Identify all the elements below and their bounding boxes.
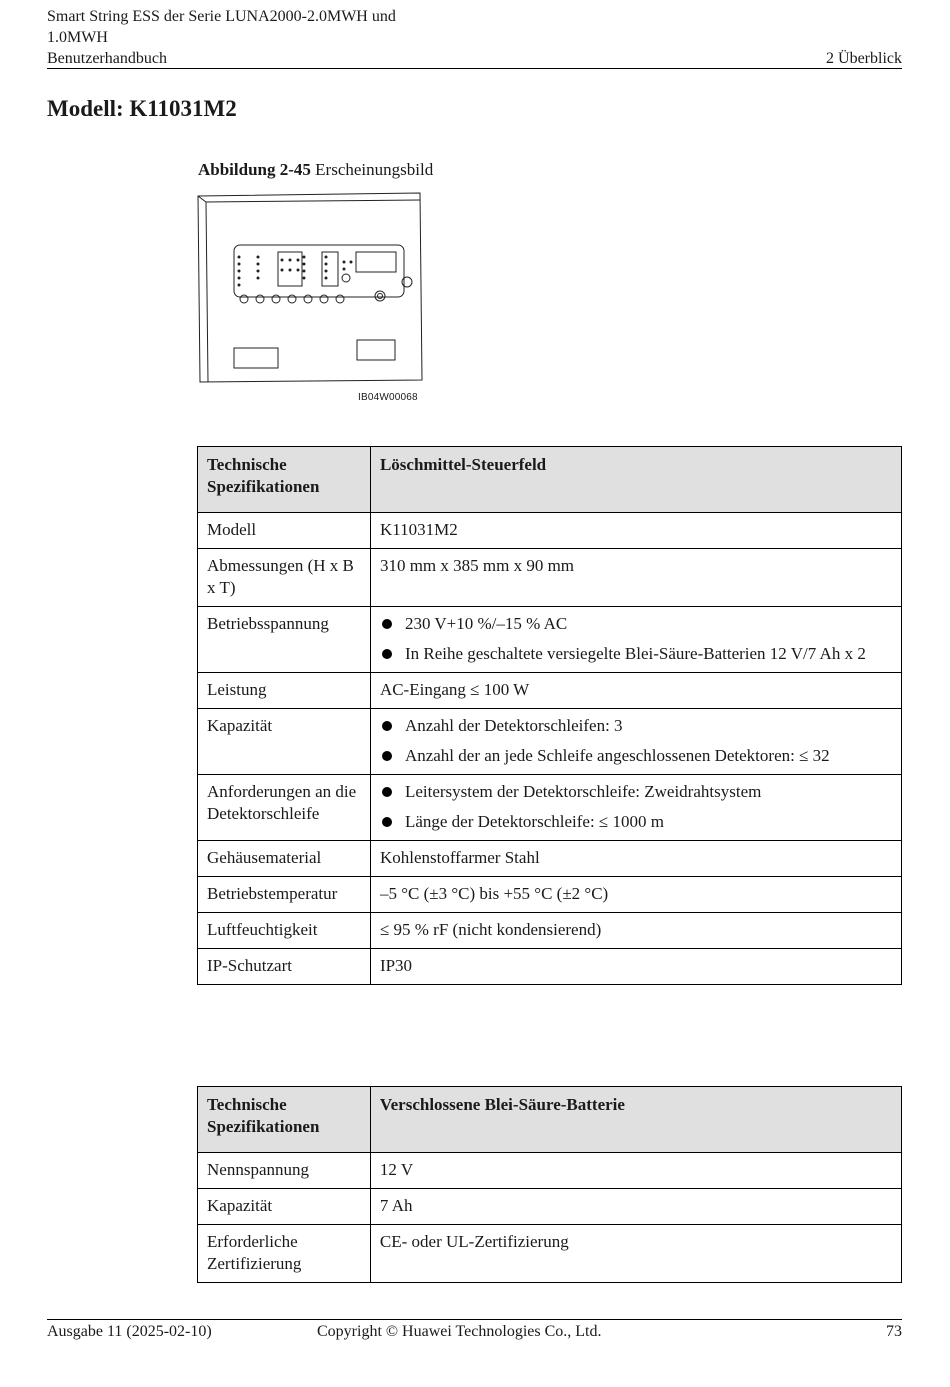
table-cell-value: CE- oder UL-Zertifizierung — [370, 1225, 901, 1283]
table-header-row — [198, 447, 902, 513]
table-row — [198, 913, 902, 949]
table-row — [198, 513, 902, 549]
document-title-line-3: Benutzerhandbuch — [47, 50, 167, 67]
table-header-row — [198, 1087, 902, 1153]
copyright-notice: Copyright © Huawei Technologies Co., Ltd. — [317, 1323, 602, 1340]
bullet-text: Anzahl der Detektorschleifen: 3 — [404, 716, 623, 735]
table-cell-value: 12 V — [370, 1153, 901, 1189]
table-row — [198, 1225, 902, 1283]
bullet-dot-icon — [382, 787, 392, 797]
table-cell-label: Kapazität — [198, 709, 371, 775]
figure-caption — [198, 160, 433, 180]
bullet-dot-icon — [382, 817, 392, 827]
edition-label: Ausgabe 11 (2025-02-10) — [47, 1323, 212, 1340]
bullet-item — [380, 781, 892, 803]
figure-caption-label: Abbildung 2-45 — [198, 160, 311, 179]
table-cell-value: Kohlenstoffarmer Stahl — [370, 841, 901, 877]
bullet-dot-icon — [382, 721, 392, 731]
section-title: Modell: K11031M2 — [47, 96, 237, 121]
table-header-cell: Löschmittel-Steuerfeld — [370, 447, 901, 513]
table-cell-value — [370, 709, 901, 775]
table-row — [198, 1153, 902, 1189]
page-footer — [47, 1319, 902, 1349]
bullet-item — [380, 811, 892, 833]
bullet-dot-icon — [382, 751, 392, 761]
bullet-item — [380, 745, 892, 767]
table-cell-label: Gehäusematerial — [198, 841, 371, 877]
table-cell-label: Anforderungen an die Detektorschleife — [198, 775, 371, 841]
bullet-list — [380, 715, 892, 767]
table-row — [198, 673, 902, 709]
bullet-dot-icon — [382, 619, 392, 629]
bullet-text: Anzahl der an jede Schleife angeschlossenen Detektoren: ≤ 32 — [404, 746, 830, 765]
table-header-cell: Technische Spezifikationen — [198, 1087, 371, 1153]
table-cell-value: AC-Eingang ≤ 100 W — [370, 673, 901, 709]
table-cell-value: –5 °C (±3 °C) bis +55 °C (±2 °C) — [370, 877, 901, 913]
document-title — [47, 6, 396, 69]
table-row — [198, 607, 902, 673]
table-row — [198, 549, 902, 607]
table-row — [198, 1189, 902, 1225]
table-row — [198, 877, 902, 913]
table-cell-label: Erforderliche Zertifizierung — [198, 1225, 371, 1283]
table-cell-label: Leistung — [198, 673, 371, 709]
table-row — [198, 709, 902, 775]
figure-caption-text: Erscheinungsbild — [315, 160, 434, 179]
document-title-line-2: 1.0MWH — [47, 29, 108, 46]
table-cell-value — [370, 775, 901, 841]
bullet-item — [380, 643, 892, 665]
battery-spec-table — [197, 1086, 902, 1283]
table-cell-label: Nennspannung — [198, 1153, 371, 1189]
table-header-cell: Technische Spezifikationen — [198, 447, 371, 513]
bullet-dot-icon — [382, 649, 392, 659]
bullet-text: 230 V+10 %/–15 % AC — [404, 614, 568, 633]
figure-image-code: IB04W00068 — [358, 392, 418, 403]
table-cell-value: IP30 — [370, 949, 901, 985]
table-cell-label: Betriebsspannung — [198, 607, 371, 673]
control-panel-spec-table — [197, 446, 902, 985]
table-cell-label: Betriebstemperatur — [198, 877, 371, 913]
table-cell-label: Kapazität — [198, 1189, 371, 1225]
bullet-item — [380, 613, 892, 635]
chapter-label: 2 Überblick — [826, 50, 902, 67]
table-cell-value — [370, 607, 901, 673]
table-cell-label: Luftfeuchtigkeit — [198, 913, 371, 949]
table-cell-value: 7 Ah — [370, 1189, 901, 1225]
page-header — [47, 6, 902, 69]
bullet-item — [380, 715, 892, 737]
table-cell-label: IP-Schutzart — [198, 949, 371, 985]
table-header-cell: Verschlossene Blei-Säure-Batterie — [370, 1087, 901, 1153]
page-number: 73 — [886, 1323, 902, 1340]
bullet-text: Länge der Detektorschleife: ≤ 1000 m — [404, 812, 664, 831]
bullet-list — [380, 613, 892, 665]
table-row — [198, 775, 902, 841]
table-cell-value: K11031M2 — [370, 513, 901, 549]
table-cell-label: Abmessungen (H x B x T) — [198, 549, 371, 607]
table-cell-value: ≤ 95 % rF (nicht kondensierend) — [370, 913, 901, 949]
bullet-text: Leitersystem der Detektorschleife: Zweidrahtsystem — [404, 782, 762, 801]
panel-figure — [196, 190, 436, 410]
bullet-list — [380, 781, 892, 833]
document-title-line-1: Smart String ESS der Serie LUNA2000-2.0MWH und — [47, 8, 396, 25]
table-row — [198, 841, 902, 877]
table-row — [198, 949, 902, 985]
table-cell-value: 310 mm x 385 mm x 90 mm — [370, 549, 901, 607]
bullet-text: In Reihe geschaltete versiegelte Blei-Säure-Batterien 12 V/7 Ah x 2 — [404, 644, 866, 663]
control-panel-drawing — [196, 190, 436, 390]
table-cell-label: Modell — [198, 513, 371, 549]
